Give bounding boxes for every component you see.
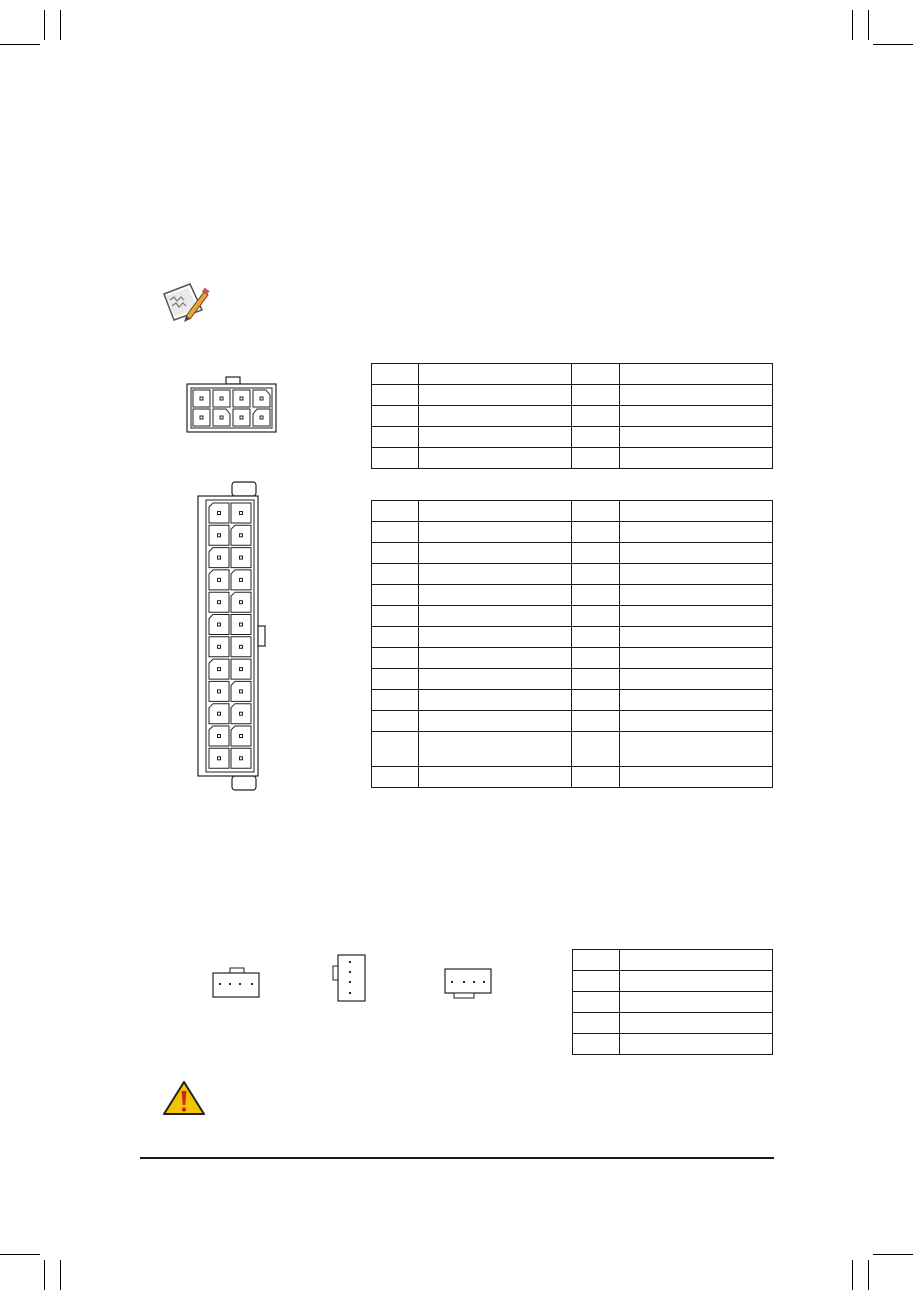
connector-pin-hole — [218, 735, 221, 738]
pin-definition-cell — [619, 364, 772, 385]
pin-definition-cell — [619, 406, 772, 427]
fan-header-diagram-3 — [442, 966, 494, 1002]
pin-definition-cell — [419, 406, 572, 427]
connector-pin-hole — [240, 757, 243, 760]
pin-number-cell — [372, 564, 419, 585]
pin-number-cell — [572, 501, 619, 522]
connector-pin-hole — [240, 556, 243, 559]
table-row — [573, 992, 773, 1013]
pin-definition-cell — [419, 522, 572, 543]
pin-number-cell — [573, 992, 620, 1013]
pin-definition-cell — [619, 585, 772, 606]
table-row — [372, 585, 773, 606]
pin-number-cell — [372, 732, 419, 767]
pin-number-cell — [573, 1034, 620, 1055]
table-row — [372, 648, 773, 669]
fan-pin-table — [572, 949, 773, 1055]
pin-number-cell — [372, 364, 419, 385]
pin-number-cell — [372, 501, 419, 522]
pin-definition-cell — [419, 767, 572, 788]
pin-number-cell — [372, 690, 419, 711]
connector-pin-hole — [218, 645, 221, 648]
pin-definition-cell — [419, 564, 572, 585]
table-row — [372, 522, 773, 543]
table-row — [372, 385, 773, 406]
pin-number-cell — [372, 585, 419, 606]
connector-pin-hole — [218, 578, 221, 581]
connector-pin-hole — [240, 668, 243, 671]
table-row — [372, 669, 773, 690]
table-row — [372, 564, 773, 585]
connector-pin-hole — [240, 623, 243, 626]
pin-definition-cell — [619, 385, 772, 406]
pin-number-cell — [572, 606, 619, 627]
pin-definition-cell — [419, 606, 572, 627]
connector-pin-hole — [218, 512, 221, 515]
table-row — [372, 427, 773, 448]
pin-definition-cell — [619, 767, 772, 788]
pin-number-cell — [572, 627, 619, 648]
pin-definition-cell — [419, 385, 572, 406]
connector-pin-hole — [240, 735, 243, 738]
pin-definition-cell — [419, 648, 572, 669]
pin-definition-cell — [419, 427, 572, 448]
pin-definition-cell — [619, 627, 772, 648]
pin-definition-cell — [619, 690, 772, 711]
pin-definition-cell — [620, 950, 773, 971]
connector-pin-hole — [240, 645, 243, 648]
pin-definition-cell — [419, 585, 572, 606]
pin-definition-cell — [619, 711, 772, 732]
atx-main-connector-diagram — [196, 480, 270, 792]
pin-definition-cell — [619, 448, 772, 469]
connector-pin-hole — [218, 601, 221, 604]
pin-number-cell — [572, 385, 619, 406]
pin-definition-cell — [419, 448, 572, 469]
pin-number-cell — [372, 627, 419, 648]
atx-pin-table — [371, 500, 773, 788]
table-row — [573, 1013, 773, 1034]
pin-definition-cell — [619, 427, 772, 448]
pin-number-cell — [572, 585, 619, 606]
table-row — [372, 543, 773, 564]
connector-pin-hole — [240, 712, 243, 715]
pin-number-cell — [572, 648, 619, 669]
pin-number-cell — [572, 669, 619, 690]
connector-pin-hole — [218, 668, 221, 671]
connector-pin-hole — [218, 556, 221, 559]
pin-number-cell — [372, 648, 419, 669]
connector-pin-hole — [218, 712, 221, 715]
pin-definition-cell — [419, 627, 572, 648]
connector-pin-hole — [240, 601, 243, 604]
caution-triangle-icon — [162, 1080, 206, 1116]
pin-number-cell — [372, 606, 419, 627]
pin-definition-cell — [419, 690, 572, 711]
note-pencil-icon — [160, 280, 212, 328]
pin-definition-cell — [419, 501, 572, 522]
connector-pin-hole — [218, 623, 221, 626]
table-row — [573, 971, 773, 992]
pin-number-cell — [372, 711, 419, 732]
pin-number-cell — [573, 1013, 620, 1034]
connector-pin-hole — [240, 534, 243, 537]
fan-header-diagram-2 — [330, 952, 368, 1004]
connector-pin-hole — [240, 690, 243, 693]
pin-number-cell — [572, 732, 619, 767]
pin-definition-cell — [620, 992, 773, 1013]
atx-12v-pin-table — [371, 363, 773, 469]
connector-pin-hole — [218, 534, 221, 537]
pin-definition-cell — [620, 971, 773, 992]
pin-definition-cell — [419, 711, 572, 732]
table-row — [372, 448, 773, 469]
pin-definition-cell — [419, 364, 572, 385]
pin-number-cell — [572, 690, 619, 711]
pin-definition-cell — [619, 522, 772, 543]
pin-number-cell — [572, 364, 619, 385]
pin-number-cell — [572, 406, 619, 427]
footer-divider — [140, 1157, 774, 1159]
pin-number-cell — [372, 406, 419, 427]
pin-definition-cell — [419, 543, 572, 564]
pin-number-cell — [572, 543, 619, 564]
pin-number-cell — [572, 448, 619, 469]
pin-number-cell — [372, 427, 419, 448]
pin-definition-cell — [619, 564, 772, 585]
pin-number-cell — [372, 522, 419, 543]
table-row — [372, 406, 773, 427]
atx-12v-connector-diagram — [186, 376, 278, 434]
pin-number-cell — [572, 711, 619, 732]
table-row — [372, 606, 773, 627]
table-row — [372, 501, 773, 522]
pin-definition-cell — [619, 732, 772, 767]
pin-number-cell — [372, 767, 419, 788]
pin-definition-cell — [619, 501, 772, 522]
table-row — [573, 1034, 773, 1055]
pin-number-cell — [573, 950, 620, 971]
connector-pin-hole — [240, 512, 243, 515]
table-row — [372, 767, 773, 788]
table-row — [372, 732, 773, 767]
pin-definition-cell — [619, 648, 772, 669]
pin-definition-cell — [620, 1034, 773, 1055]
connector-pin-hole — [240, 578, 243, 581]
table-row — [372, 364, 773, 385]
table-row — [372, 690, 773, 711]
fan-header-diagram-1 — [210, 966, 262, 1000]
pin-definition-cell — [419, 732, 572, 767]
pin-definition-cell — [619, 543, 772, 564]
pin-number-cell — [372, 543, 419, 564]
pin-definition-cell — [619, 669, 772, 690]
pin-number-cell — [372, 669, 419, 690]
table-row — [372, 627, 773, 648]
pin-number-cell — [572, 564, 619, 585]
connector-pin-hole — [218, 757, 221, 760]
pin-number-cell — [372, 448, 419, 469]
pin-number-cell — [572, 522, 619, 543]
table-row — [372, 711, 773, 732]
table-row — [573, 950, 773, 971]
pin-definition-cell — [619, 606, 772, 627]
pin-number-cell — [372, 385, 419, 406]
connector-pin-hole — [218, 690, 221, 693]
pin-definition-cell — [419, 669, 572, 690]
pin-number-cell — [572, 767, 619, 788]
pin-definition-cell — [620, 1013, 773, 1034]
pin-number-cell — [573, 971, 620, 992]
pin-number-cell — [572, 427, 619, 448]
